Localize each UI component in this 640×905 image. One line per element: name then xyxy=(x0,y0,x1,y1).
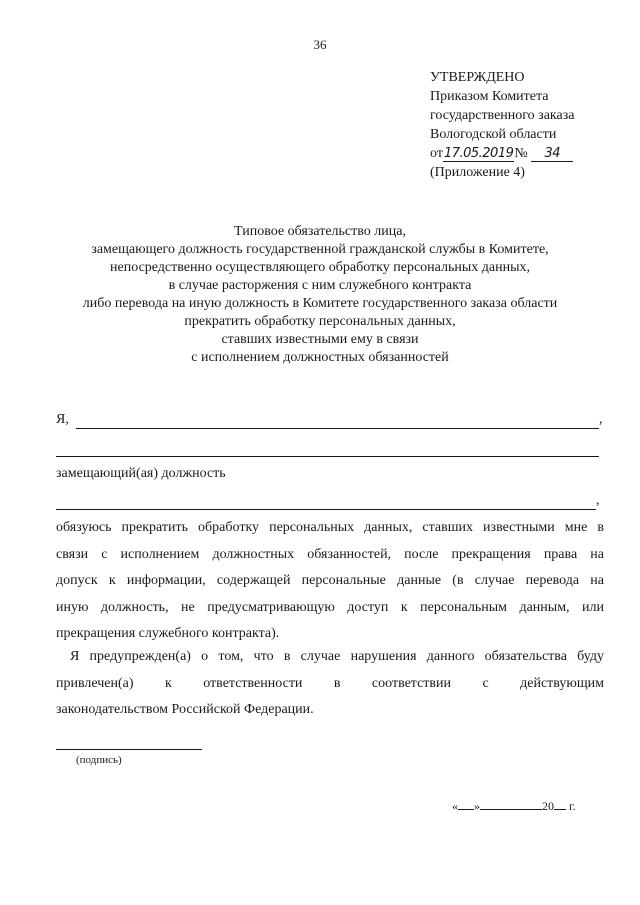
title-line: с исполнением должностных обязанностей xyxy=(191,350,449,365)
paragraph-line: связи с исполнением должностных обязанностей, после прекращения права на xyxy=(56,546,604,562)
i-label: Я, xyxy=(56,412,69,427)
approval-number-label: № xyxy=(514,146,528,161)
paragraph-line: прекращения служебного контракта). xyxy=(56,626,280,641)
month-blank[interactable] xyxy=(480,799,542,810)
approval-appendix: (Приложение 4) xyxy=(430,165,525,180)
position-label: замещающий(ая) должность xyxy=(56,466,226,481)
paragraph-line: допуск к информации, содержащей персональные данные (в случае перевода на xyxy=(56,573,604,588)
title-line: в случае расторжения с ним служебного контракта xyxy=(168,278,472,293)
signature-line[interactable] xyxy=(56,749,202,750)
date-open-quote: « xyxy=(452,799,458,813)
date-year-suffix: г. xyxy=(569,799,576,813)
approval-date-value: 17.05.2019 xyxy=(443,146,514,161)
position-fill-row xyxy=(56,493,604,513)
approval-stamp xyxy=(430,68,630,182)
position-blank-line[interactable] xyxy=(56,509,596,510)
day-blank[interactable] xyxy=(458,799,474,810)
page-number: 36 xyxy=(313,37,327,52)
approval-heading: УТВЕРЖДЕНО xyxy=(430,70,525,85)
paragraph-line: привлечен(а) к ответственности в соответствии с действующим xyxy=(56,675,604,691)
document-title xyxy=(40,223,600,367)
approval-line-2: государственного заказа xyxy=(430,108,575,123)
paragraph-line: обязуюсь прекратить обработку персональных данных, ставших известными мне в xyxy=(56,520,604,535)
paragraph-line: законодательством Российской Федерации. xyxy=(56,702,314,717)
title-line: непосредственно осуществляющего обработку персональных данных, xyxy=(110,260,530,275)
approval-number-value: 34 xyxy=(531,146,573,162)
title-line: замещающего должность государственной гражданской службы в Комитете, xyxy=(91,242,549,257)
title-line: прекратить обработку персональных данных, xyxy=(184,314,456,329)
title-line: ставших известными ему в связи xyxy=(221,332,419,347)
date-close-quote: » xyxy=(474,799,480,813)
approval-line-1: Приказом Комитета xyxy=(430,89,549,104)
date-century: 20 xyxy=(542,799,554,813)
approval-line-3: Вологодской области xyxy=(430,127,557,142)
year-blank[interactable] xyxy=(554,799,566,810)
name-comma: , xyxy=(599,412,603,427)
name-blank-line-2[interactable] xyxy=(56,456,599,457)
approval-date-line xyxy=(430,144,630,163)
title-line: Типовое обязательство лица, xyxy=(234,224,406,239)
position-comma: , xyxy=(596,493,600,508)
signature-caption: (подпись) xyxy=(76,754,122,766)
date-line xyxy=(452,799,576,814)
warning-paragraph xyxy=(56,644,604,724)
name-blank-line[interactable] xyxy=(76,428,599,429)
paragraph-line: Я предупрежден(а) о том, что в случае нарушения данного обязательства буду xyxy=(70,649,604,664)
obligation-paragraph xyxy=(56,515,604,648)
title-line: либо перевода на иную должность в Комитете государственного заказа области xyxy=(82,296,558,311)
approval-from-prefix: от xyxy=(430,146,443,161)
paragraph-line: иную должность, не предусматривающую доступ к персональным данным, или xyxy=(56,599,604,615)
name-fill-row xyxy=(56,412,604,432)
